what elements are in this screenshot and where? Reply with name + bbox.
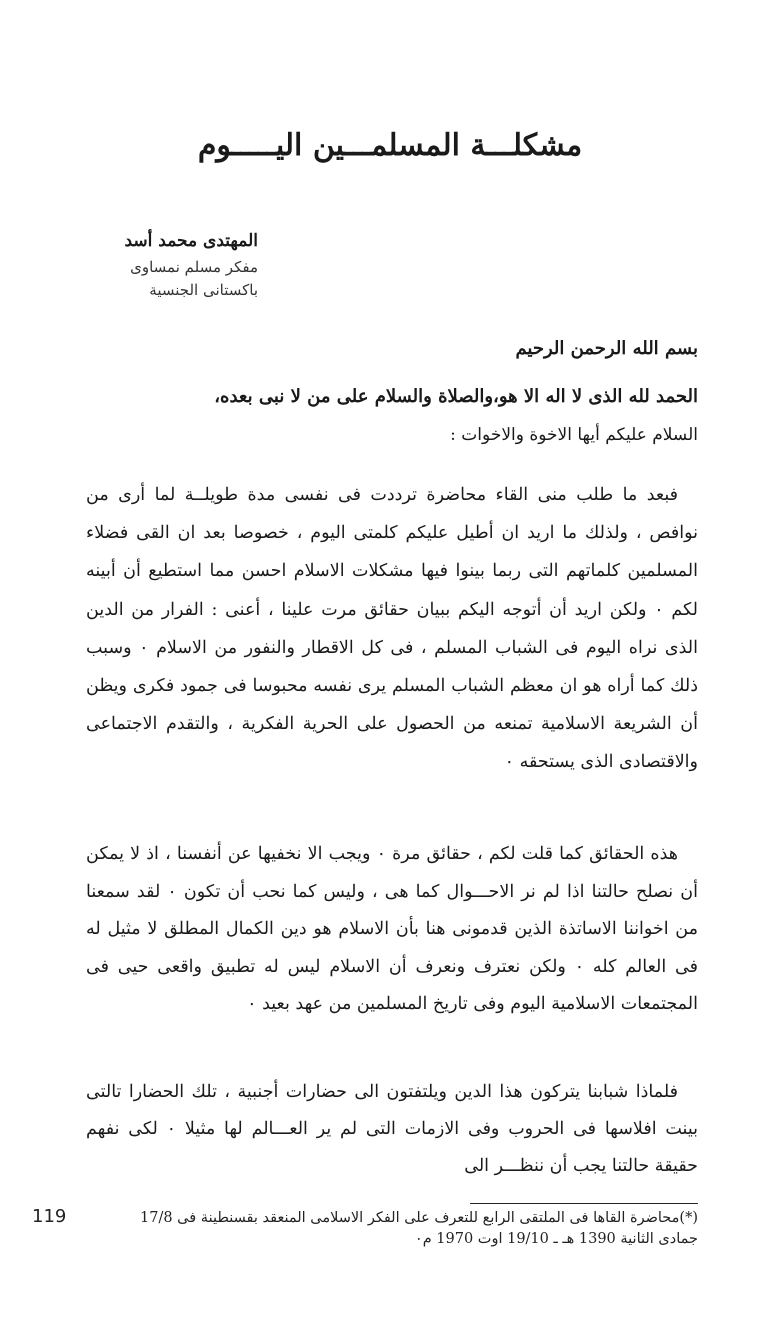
body-paragraph-2: هذه الحقائق كما قلت لكم ، حقائق مرة ٠ ويجب الا نخفيها عن أنفسنا ، اذ لا يمكن أن نصلح حالتنا اذا لم نر الاحـــوال كما هى ، وليس كما نحب أن تكون ٠ لقد سمعنا من اخواننا الاساتذة الذين قدمونى هنا بأن الاسلام هو دين الكمال المطلق لا مثيل له فى العالم كله ٠ ولكن نعترف ونعرف أن الاسلام ليس له تطبيق واقعى حيى فى المجتمعات الاسلامية اليوم وفى تاريخ المسلمين من عهد بعيد ٠ xyxy=(86,844,698,1015)
footnote: (*)محاضرة القاها فى الملتقى الرابع للتعرف على الفكر الاسلامى المنعقد بقسنطينة فى 17/8 جمادى الثانية 1390 هـ ـ 19/10 اوت 1970 م٠ xyxy=(140,1210,698,1247)
opening-praise: الحمد لله الذى لا اله الا هو،والصلاة والسلام على من لا نبى بعده، xyxy=(214,386,698,407)
author-name: المهتدى محمد أسد xyxy=(124,231,258,251)
body-paragraph-1: فبعد ما طلب منى القاء محاضرة ترددت فى نفسى مدة طويلــة لما أرى من نوافص ، ولذلك ما اريد ان أطيل عليكم كلمتى اليوم ، خصوصا بعد ان القى فضلاء المسلمين كلماتهم التى ربما بينوا فيها مشكلات الاسلام احسن مما استطيع أن أبينه لكم ٠ ولكن اريد أن أتوجه اليكم ببيان حقائق مرت علينا ، أعنى : الفرار من الدين الذى نراه اليوم فى الشباب المسلم ، فى كل الاقطار والنفور من الاسلام ٠ وسبب ذلك كما أراه هو ان معظم الشباب المسلم يرى نفسه محبوسا فى جمود فكرى ويظن أن الشريعة الاسلامية تمنعه من الحصول على الحرية الفكرية ، والتقدم الاجتماعى والاقتصادى الذى يستحقه ٠ xyxy=(86,485,698,773)
basmala: بسم الله الرحمن الرحيم xyxy=(515,338,698,359)
article-title: مشكلـــة المسلمـــين اليـــــوم xyxy=(197,128,583,163)
author-description-1: مفكر مسلم نمساوى xyxy=(130,258,258,276)
greeting: السلام عليكم أيها الاخوة والاخوات : xyxy=(450,425,698,445)
author-description-2: باكستانى الجنسية xyxy=(149,281,258,299)
author-block xyxy=(38,226,258,302)
footnote-separator xyxy=(470,1203,698,1204)
page-number: 119 xyxy=(32,1206,67,1227)
body-paragraph-3: فلماذا شبابنا يتركون هذا الدين ويلتفتون الى حضارات أجنبية ، تلك الحضارا تالتى بينت افلاسها فى الحروب وفى الازمات التى لم ير العـــالم لها مثيلا ٠ لكى نفهم حقيقة حالتنا يجب أن ننظـــر الى xyxy=(86,1082,698,1176)
